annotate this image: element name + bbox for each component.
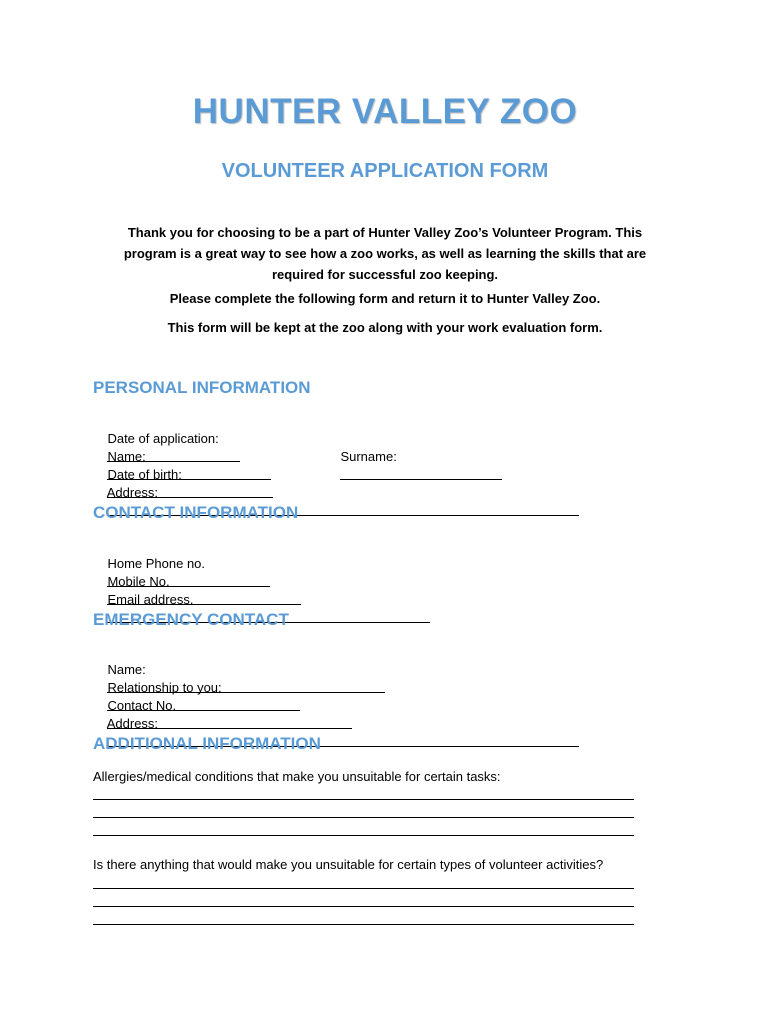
additional-info-heading: ADDITIONAL INFORMATION <box>93 734 321 753</box>
contact-no-label: Contact No. <box>107 698 177 713</box>
allergies-answer-line[interactable] <box>93 799 634 800</box>
emergency-name-label: Name: <box>107 662 146 677</box>
allergies-question: Allergies/medical conditions that make you unsuitable for certain tasks: <box>93 769 501 784</box>
date-of-application-label: Date of application: <box>107 431 219 446</box>
contact-info-heading: CONTACT INFORMATION <box>93 503 299 522</box>
personal-info-heading: PERSONAL INFORMATION <box>93 378 311 397</box>
unsuitable-answer-line[interactable] <box>93 906 634 907</box>
unsuitable-answer-line[interactable] <box>93 888 634 889</box>
name-label: Name: <box>107 449 146 464</box>
emergency-contact-heading: EMERGENCY CONTACT <box>93 610 289 629</box>
home-phone-label: Home Phone no. <box>107 556 206 571</box>
allergies-answer-line[interactable] <box>93 817 634 818</box>
page-title: HUNTER VALLEY ZOO <box>192 92 578 131</box>
emergency-address-label: Address: <box>106 716 159 731</box>
date-of-birth-label: Date of birth: <box>107 467 182 482</box>
relationship-label: Relationship to you: <box>107 680 222 695</box>
allergies-answer-line[interactable] <box>93 835 634 836</box>
form-subtitle: VOLUNTEER APPLICATION FORM <box>221 160 549 182</box>
surname-label: Surname: <box>340 449 397 464</box>
email-label: Email address. <box>107 592 194 607</box>
intro-paragraph: Thank you for choosing to be a part of Hunter Valley Zoo’s Volunteer Program. This program is a great way to see how a zoo works, as well as learning the skills that are required for successful zoo keeping. <box>123 225 647 282</box>
mobile-label: Mobile No. <box>107 574 170 589</box>
address-label: Address: <box>106 485 159 500</box>
unsuitable-question: Is there anything that would make you unsuitable for certain types of volunteer activities? <box>93 857 604 872</box>
keep-note: This form will be kept at the zoo along with your work evaluation form. <box>167 320 603 335</box>
return-note: Please complete the following form and return it to Hunter Valley Zoo. <box>169 291 601 306</box>
unsuitable-answer-line[interactable] <box>93 924 634 925</box>
